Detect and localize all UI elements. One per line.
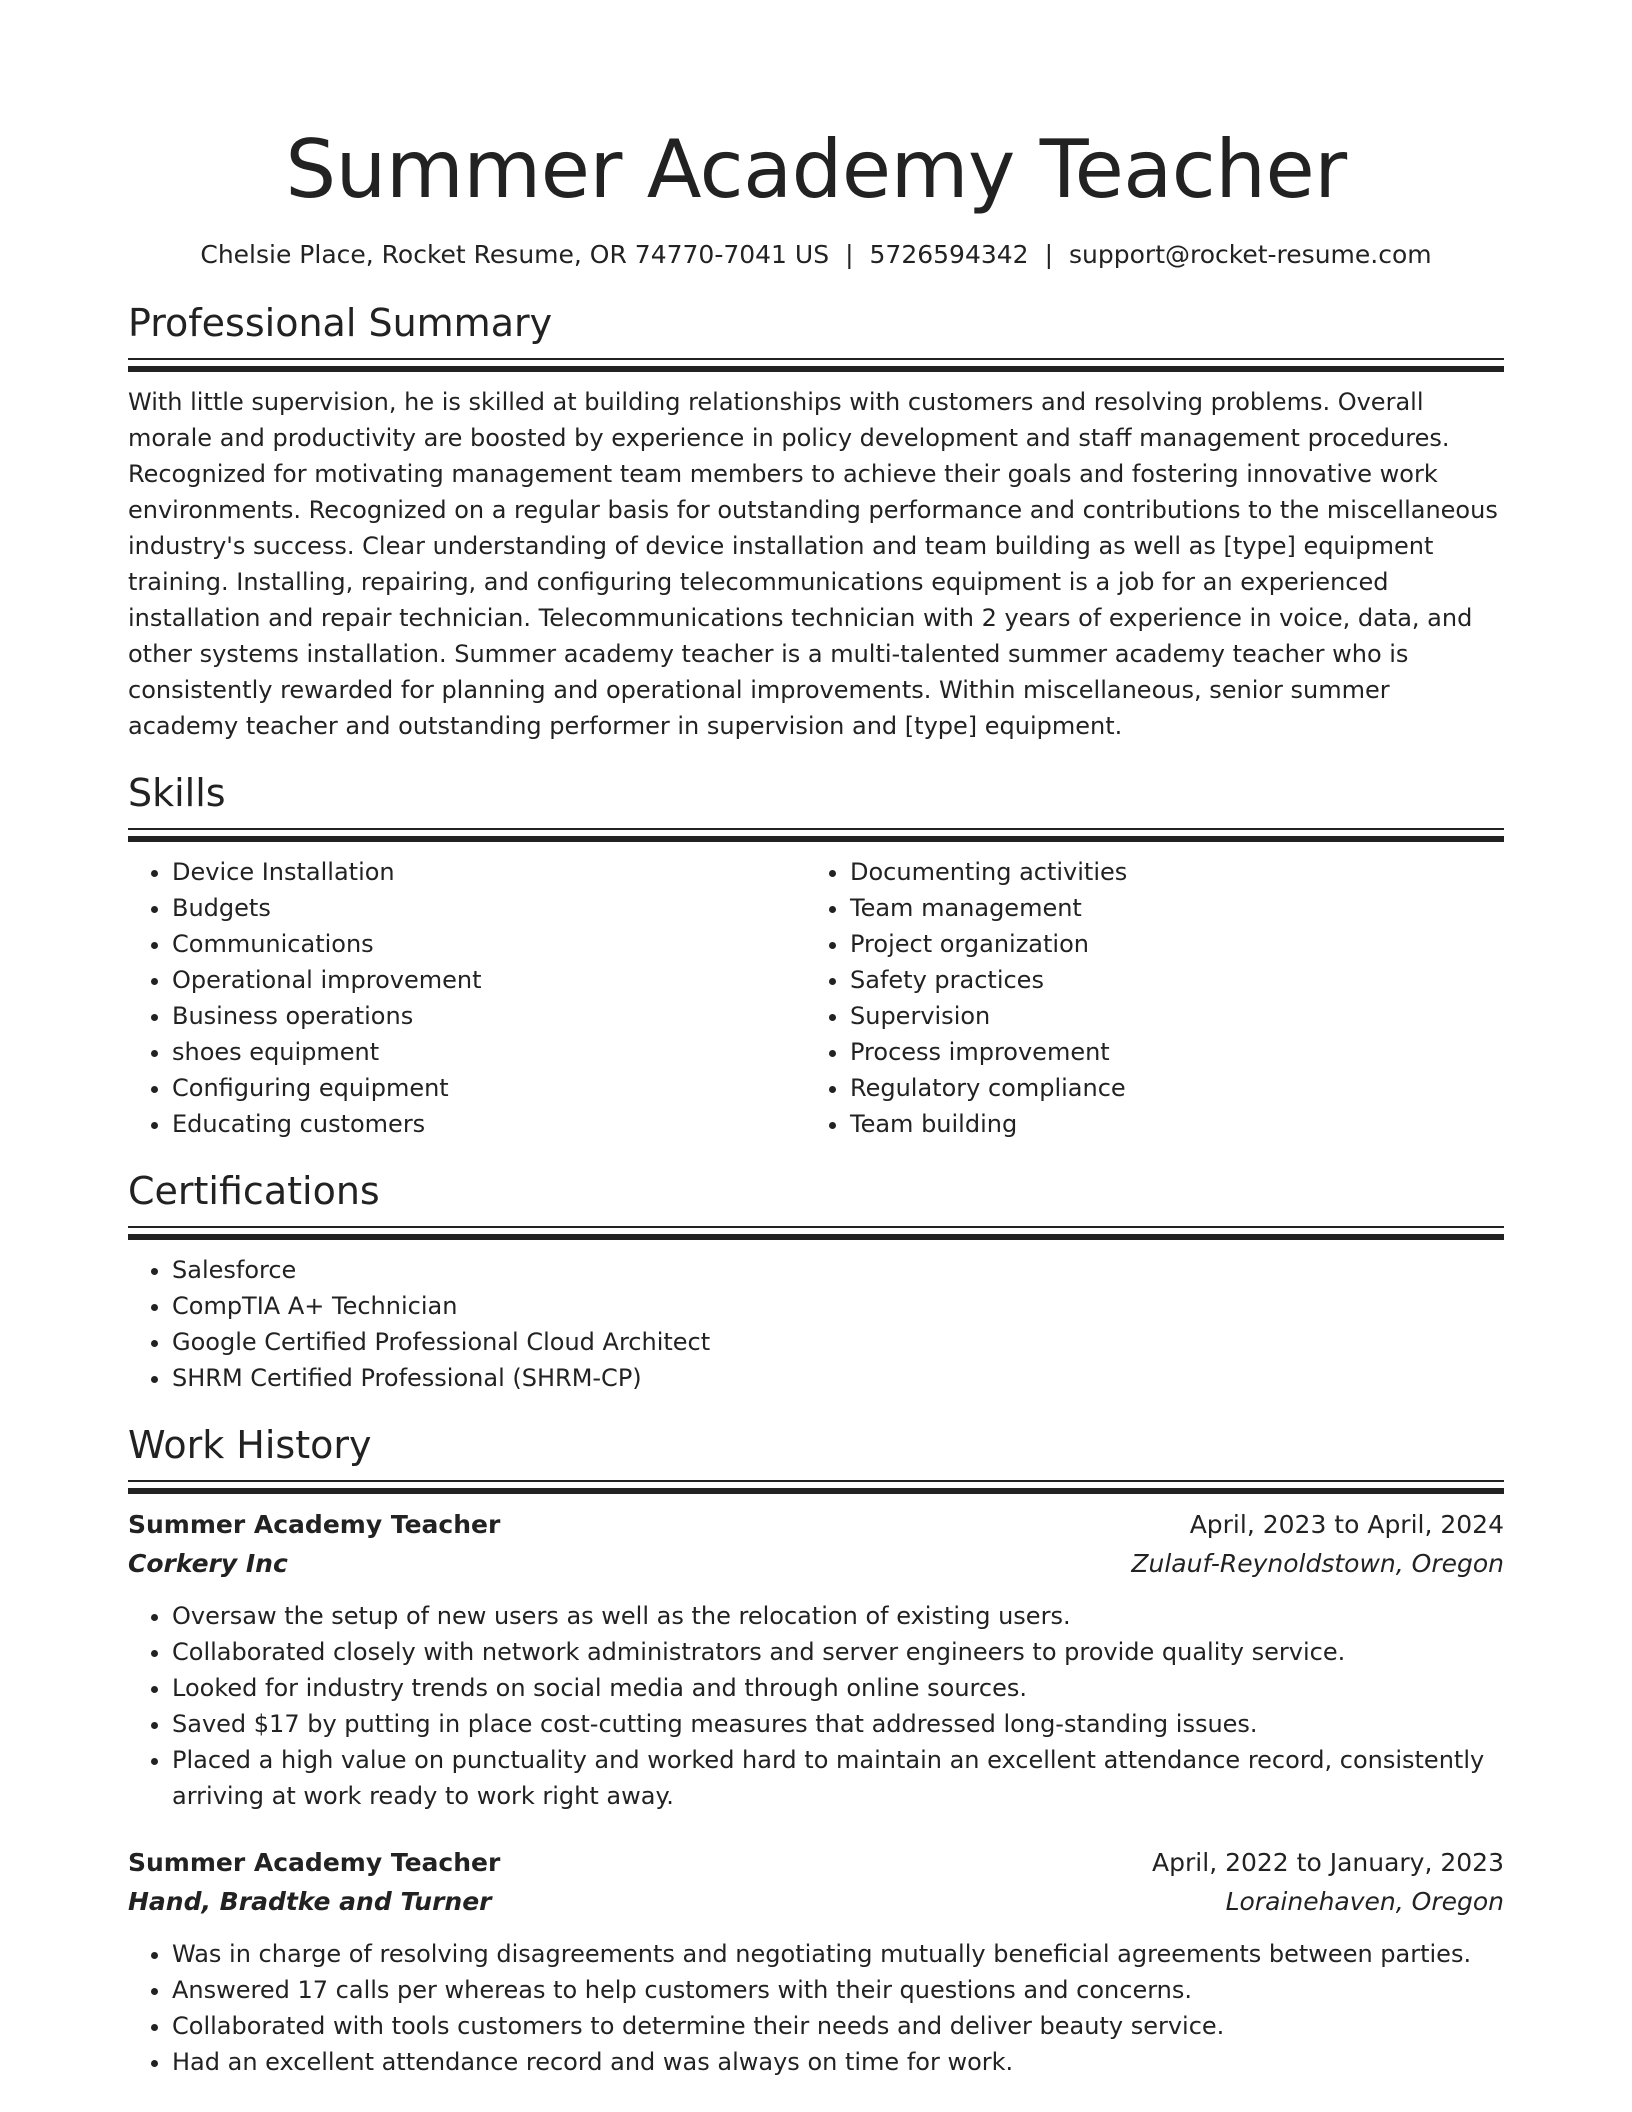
job-bullets: [128, 1936, 1504, 2080]
certification-item: • Google Certified Professional Cloud Architect: [172, 1324, 1504, 1360]
skill-item: • Safety practices: [850, 962, 1484, 998]
skill-item: • Documenting activities: [850, 854, 1484, 890]
job-bullet: • Collaborated closely with network administrators and server engineers to provide quality service.: [172, 1634, 1504, 1670]
job-bullet: • Oversaw the setup of new users as well as the relocation of existing users.: [172, 1598, 1504, 1634]
job-title: Summer Academy Teacher: [128, 1510, 501, 1539]
skill-item: • Budgets: [172, 890, 806, 926]
section-title-work-history: Work History: [128, 1423, 372, 1467]
work-history-section: [128, 1422, 1504, 2080]
contact-separator: |: [845, 240, 854, 269]
job-entry: [128, 1844, 1504, 2080]
job-title: Summer Academy Teacher: [128, 1848, 501, 1877]
contact-line: [128, 238, 1504, 272]
section-rule: [128, 1480, 1504, 1482]
skill-item: • Business operations: [172, 998, 806, 1034]
certifications-list: [128, 1252, 1504, 1396]
job-bullet: • Was in charge of resolving disagreements and negotiating mutually beneficial agreements between parties.: [172, 1936, 1504, 1972]
section-rule-thick: [128, 836, 1504, 842]
skill-item: • Device Installation: [172, 854, 806, 890]
certification-item: • SHRM Certified Professional (SHRM-CP): [172, 1360, 1504, 1396]
section-rule-thick: [128, 1234, 1504, 1240]
section-rule: [128, 358, 1504, 360]
job-bullet: • Had an excellent attendance record and was always on time for work.: [172, 2044, 1504, 2080]
job-location: Lorainehaven, Oregon: [1225, 1887, 1504, 1916]
certifications-section: [128, 1168, 1504, 1396]
job-bullets: [128, 1598, 1504, 1814]
section-title-summary: Professional Summary: [128, 301, 553, 345]
job-bullet: • Looked for industry trends on social media and through online sources.: [172, 1670, 1504, 1706]
summary-section: [128, 300, 1504, 744]
job-bullet: • Collaborated with tools customers to determine their needs and deliver beauty service.: [172, 2008, 1504, 2044]
skills-section: [128, 770, 1504, 1142]
job-subheader: [128, 1544, 1504, 1584]
section-title-skills: Skills: [128, 771, 226, 815]
skill-item: • Supervision: [850, 998, 1484, 1034]
skill-item: • Process improvement: [850, 1034, 1484, 1070]
skill-item: • Configuring equipment: [172, 1070, 806, 1106]
job-bullet: • Placed a high value on punctuality and worked hard to maintain an excellent attendance record, consistently arriving at work ready to work right away.: [172, 1742, 1504, 1814]
job-company: Hand, Bradtke and Turner: [128, 1887, 492, 1916]
skills-columns: [128, 854, 1504, 1142]
skill-item: • Team management: [850, 890, 1484, 926]
certification-item: • CompTIA A+ Technician: [172, 1288, 1504, 1324]
contact-phone: 5726594342: [869, 240, 1029, 269]
job-bullet: • Answered 17 calls per whereas to help customers with their questions and concerns.: [172, 1972, 1504, 2008]
skill-item: • Educating customers: [172, 1106, 806, 1142]
job-entry: [128, 1506, 1504, 1814]
skill-item: • Team building: [850, 1106, 1484, 1142]
section-title-certifications: Certifications: [128, 1169, 380, 1213]
skill-item: • shoes equipment: [172, 1034, 806, 1070]
job-bullet: • Saved $17 by putting in place cost-cutting measures that addressed long-standing issues.: [172, 1706, 1504, 1742]
resume-name: Summer Academy Teacher: [285, 123, 1347, 216]
job-dates: April, 2022 to January, 2023: [1152, 1848, 1504, 1877]
contact-separator: |: [1044, 240, 1054, 269]
certification-item: • Salesforce: [172, 1252, 1504, 1288]
skills-column-right: [806, 854, 1484, 1142]
job-dates: April, 2023 to April, 2024: [1189, 1510, 1504, 1539]
section-rule: [128, 828, 1504, 830]
contact-email: support@rocket-resume.com: [1069, 240, 1432, 269]
skill-item: • Regulatory compliance: [850, 1070, 1484, 1106]
skill-item: • Project organization: [850, 926, 1484, 962]
job-header: [128, 1506, 1504, 1544]
skill-item: • Communications: [172, 926, 806, 962]
contact-address: Chelsie Place, Rocket Resume, OR 74770-7041 US: [200, 240, 830, 269]
job-company: Corkery Inc: [128, 1549, 288, 1578]
job-subheader: [128, 1882, 1504, 1922]
section-rule-thick: [128, 1488, 1504, 1494]
job-header: [128, 1844, 1504, 1882]
skills-column-left: [128, 854, 806, 1142]
section-rule-thick: [128, 366, 1504, 372]
skill-item: • Operational improvement: [172, 962, 806, 998]
job-location: Zulauf-Reynoldstown, Oregon: [1131, 1549, 1504, 1578]
section-rule: [128, 1226, 1504, 1228]
summary-text: With little supervision, he is skilled at building relationships with customers and resolving problems. Overall morale and productivity are boosted by experience in policy development and staff management procedures. Recognized for motivating management team members to achieve their goals and fostering innovative work environments. Recognized on a regular basis for outstanding performance and contributions to the miscellaneous industry's success. Clear understanding of device installation and team building as well as [type] equipment training. Installing, repairing, and configuring telecommunications equipment is a job for an experienced installation and repair technician. Telecommunications technician with 2 years of experience in voice, data, and other systems installation. Summer academy teacher is a multi-talented summer academy teacher who is consistently rewarded for planning and operational improvements. Within miscellaneous, senior summer academy teacher and outstanding performer in supervision and [type] equipment.: [128, 388, 1498, 740]
resume-page: [128, 0, 1504, 2080]
